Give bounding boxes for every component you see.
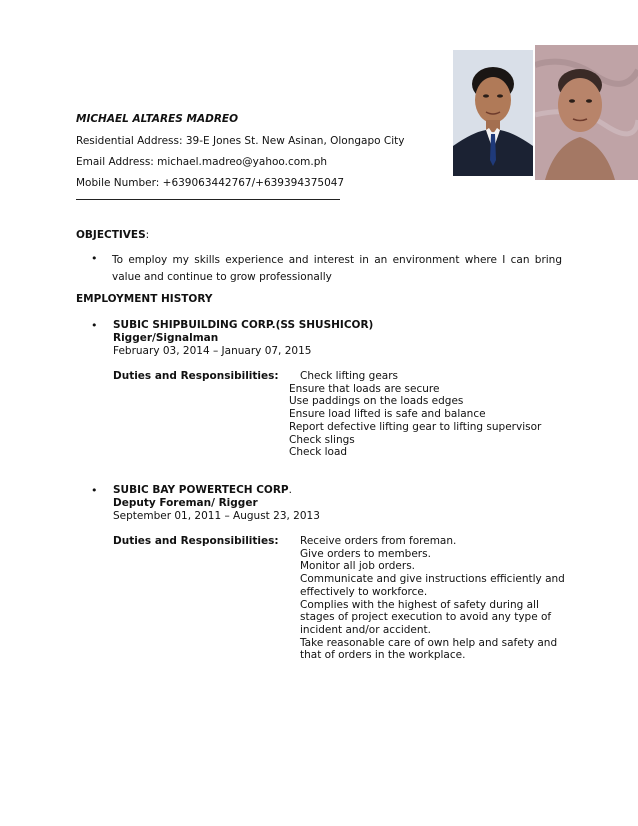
profile-photo: [453, 50, 533, 176]
header-divider: [76, 199, 340, 200]
duty-item: Check lifting gears: [300, 370, 399, 382]
duty-item: Receive orders from foreman.: [300, 535, 457, 547]
email-address: Email Address: michael.madreo@yahoo.com.ph: [76, 156, 328, 168]
residential-address: Residential Address: 39-E Jones St. New Asinan, Olongapo City: [76, 135, 405, 147]
duty-item: Ensure that loads are secure: [289, 382, 440, 395]
duty-item: Use paddings on the loads edges: [289, 395, 464, 408]
job-company: SUBIC SHIPBUILDING CORP.(SS SHUSHICOR): [113, 319, 374, 331]
duty-item: incident and/or accident.: [300, 623, 431, 636]
duty-item: Monitor all job orders.: [300, 560, 416, 573]
duty-item: Check load: [289, 446, 348, 459]
duties-label: Duties and Responsibilities:: [113, 370, 279, 382]
duty-item: stages of project execution to avoid any type of: [300, 611, 552, 624]
objectives-heading-text: OBJECTIVES: [76, 229, 146, 241]
applicant-name: MICHAEL ALTARES MADREO: [76, 113, 238, 125]
objective-bullet: •: [91, 252, 98, 265]
job-company: [113, 484, 292, 496]
job-role: Deputy Foreman/ Rigger: [113, 497, 258, 509]
objective-text: To employ my skills experience and interest in an environment where I can bring value and continue to grow professionally: [112, 254, 562, 283]
duty-list: [300, 535, 565, 662]
objectives-colon: :: [145, 229, 150, 241]
duty-item: effectively to workforce.: [300, 585, 428, 598]
duty-item: Ensure load lifted is safe and balance: [289, 408, 486, 421]
job-bullet: •: [91, 484, 98, 497]
duty-item: Check slings: [289, 433, 355, 446]
id-photo: [535, 45, 638, 180]
duty-item: Give orders to members.: [300, 547, 431, 560]
job-company-text: SUBIC BAY POWERTECH CORP: [113, 484, 289, 496]
job-role: Rigger/Signalman: [113, 332, 219, 344]
employment-heading: EMPLOYMENT HISTORY: [76, 293, 213, 305]
duty-item: that of orders in the workplace.: [300, 649, 466, 662]
id-photo-figure: [535, 45, 638, 180]
job-dates: February 03, 2014 – January 07, 2015: [113, 345, 312, 357]
job-bullet: •: [91, 319, 98, 332]
mobile-number: Mobile Number: +639063442767/+639394375047: [76, 177, 345, 189]
duty-list: [289, 370, 541, 459]
job-company-suffix: .: [288, 484, 292, 496]
duty-item: Take reasonable care of own help and safety and: [300, 636, 558, 649]
job-dates: September 01, 2011 – August 23, 2013: [113, 510, 320, 522]
duties-label: Duties and Responsibilities:: [113, 535, 279, 547]
profile-photo-figure: [453, 50, 533, 176]
duty-item: Report defective lifting gear to lifting supervisor: [289, 420, 542, 433]
duty-item: Communicate and give instructions efficiently and: [300, 573, 565, 586]
objectives-heading: [76, 229, 149, 241]
duty-item: Complies with the highest of safety during all: [300, 598, 539, 611]
